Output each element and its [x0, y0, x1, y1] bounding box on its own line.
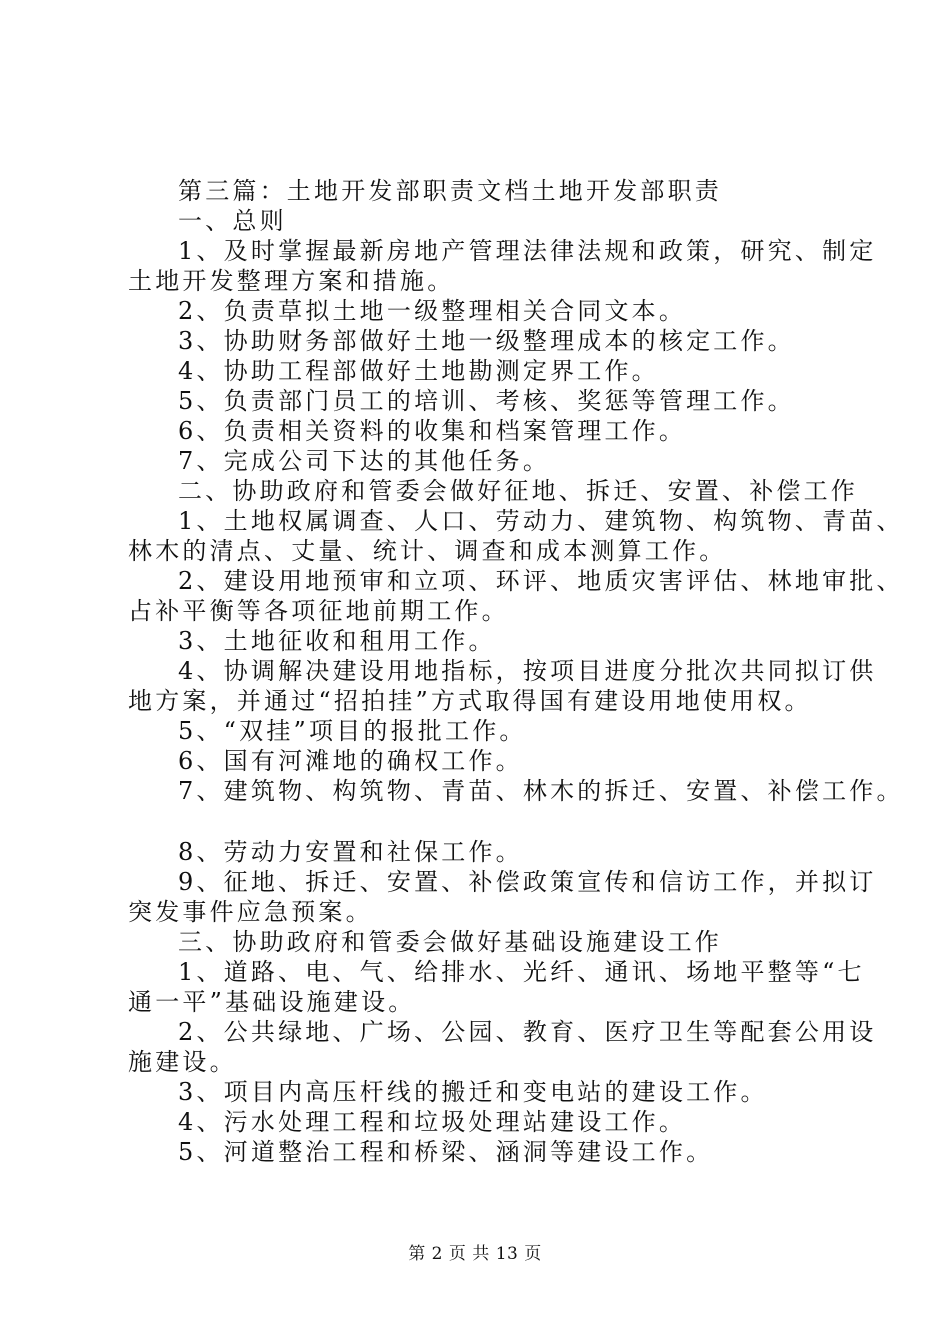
- section-heading-infrastructure: 三、协助政府和管委会做好基础设施建设工作: [178, 928, 722, 956]
- paragraph-line: 8、劳动力安置和社保工作。: [178, 838, 523, 866]
- paragraph-line: 2、建设用地预审和立项、环评、地质灾害评估、林地审批、: [178, 567, 904, 595]
- paragraph-line: 林木的清点、丈量、统计、调查和成本测算工作。: [128, 537, 727, 565]
- document-title: 第三篇：土地开发部职责文档土地开发部职责: [178, 177, 722, 205]
- paragraph-line: 4、污水处理工程和垃圾处理站建设工作。: [178, 1108, 687, 1136]
- paragraph-line: 5、“双挂”项目的报批工作。: [178, 717, 527, 745]
- paragraph-line: 通一平”基础设施建设。: [128, 988, 416, 1016]
- paragraph-line: 5、负责部门员工的培训、考核、奖惩等管理工作。: [178, 387, 795, 415]
- paragraph-line: 3、土地征收和租用工作。: [178, 627, 496, 655]
- paragraph-line: 土地开发整理方案和措施。: [128, 267, 455, 295]
- paragraph-line: 1、道路、电、气、给排水、光纤、通讯、场地平整等“七: [178, 958, 865, 986]
- paragraph-line: 6、负责相关资料的收集和档案管理工作。: [178, 417, 687, 445]
- document-body: [128, 176, 904, 1167]
- section-heading-land-acquisition: 二、协助政府和管委会做好征地、拆迁、安置、补偿工作: [178, 477, 858, 505]
- paragraph-line: 1、及时掌握最新房地产管理法律法规和政策，研究、制定: [178, 237, 877, 265]
- paragraph-line: 3、项目内高压杆线的搬迁和变电站的建设工作。: [178, 1078, 768, 1106]
- paragraph-line: 突发事件应急预案。: [128, 898, 373, 926]
- paragraph-line: 4、协调解决建设用地指标，按项目进度分批次共同拟订供: [178, 657, 877, 685]
- paragraph-line: 占补平衡等各项征地前期工作。: [128, 597, 509, 625]
- paragraph-line: 7、完成公司下达的其他任务。: [178, 447, 551, 475]
- paragraph-line: 9、征地、拆迁、安置、补偿政策宣传和信访工作，并拟订: [178, 868, 877, 896]
- paragraph-line: 2、负责草拟土地一级整理相关合同文本。: [178, 297, 687, 325]
- paragraph-line: 7、建筑物、构筑物、青苗、林木的拆迁、安置、补偿工作。: [178, 777, 904, 805]
- paragraph-line: 施建设。: [128, 1048, 237, 1076]
- paragraph-line: 6、国有河滩地的确权工作。: [178, 747, 523, 775]
- paragraph-gap: [128, 806, 858, 837]
- paragraph-line: 2、公共绿地、广场、公园、教育、医疗卫生等配套公用设: [178, 1018, 877, 1046]
- paragraph-line: 4、协助工程部做好土地勘测定界工作。: [178, 357, 659, 385]
- paragraph-line: 3、协助财务部做好土地一级整理成本的核定工作。: [178, 327, 795, 355]
- paragraph-line: 1、土地权属调查、人口、劳动力、建筑物、构筑物、青苗、: [178, 507, 904, 535]
- page-number-footer: 第 2 页 共 13 页: [408, 1244, 542, 1264]
- section-heading-general: 一、总则: [178, 207, 287, 235]
- paragraph-line: 5、河道整治工程和桥梁、涵洞等建设工作。: [178, 1138, 714, 1166]
- paragraph-line: 地方案，并通过“招拍挂”方式取得国有建设用地使用权。: [128, 687, 812, 715]
